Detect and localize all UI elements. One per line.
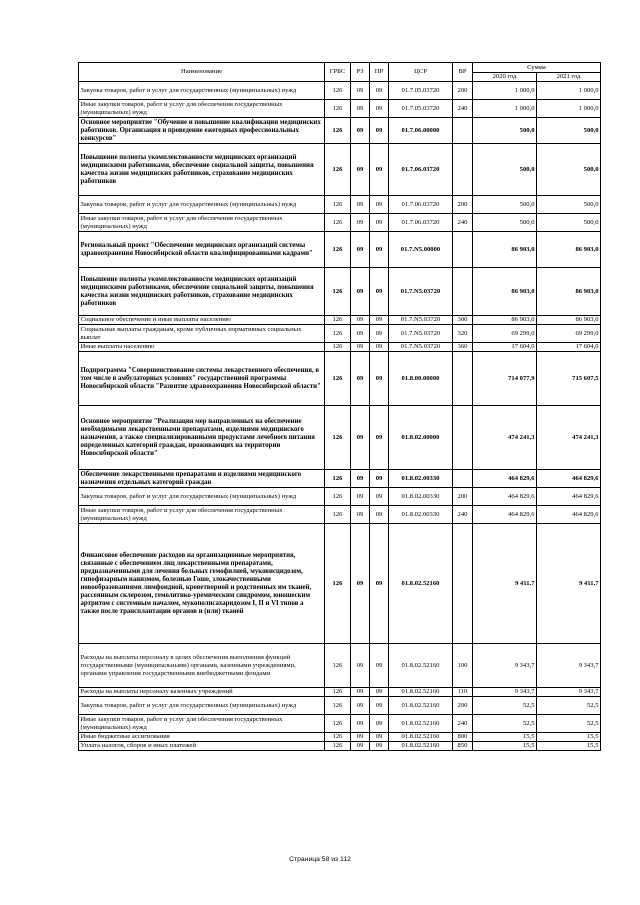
table-row (79, 697, 601, 715)
row-name: Повышение полноты укомплектованности медицинских организаций медицинскими работниками, обеспечение социальной защиты, повышения качества жизни медицинских работников, страхование медицинских работников (79, 144, 325, 196)
row-grbs: 126 (325, 715, 351, 733)
row-rz: 09 (351, 118, 370, 144)
table-row (79, 470, 601, 488)
header-sum: Сумма (473, 63, 601, 73)
table-row (79, 688, 601, 697)
table-row (79, 118, 601, 144)
row-pr: 09 (370, 100, 389, 118)
row-vr: 360 (453, 343, 473, 352)
row-vr: 320 (453, 325, 473, 343)
row-sum-2020: 69 299,0 (473, 325, 537, 343)
row-rz: 09 (351, 316, 370, 325)
row-name: Закупка товаров, работ и услуг для государственных (муниципальных) нужд (79, 697, 325, 715)
row-grbs: 126 (325, 232, 351, 268)
row-sum-2020: 464 829,6 (473, 488, 537, 506)
row-sum-2020: 17 604,0 (473, 343, 537, 352)
row-csr: 01.7.N5.03720 (389, 343, 453, 352)
row-pr: 09 (370, 196, 389, 214)
row-vr: 200 (453, 196, 473, 214)
row-pr: 09 (370, 325, 389, 343)
row-sum-2020: 9 411,7 (473, 524, 537, 644)
row-rz: 09 (351, 82, 370, 100)
row-sum-2020: 500,0 (473, 196, 537, 214)
row-sum-2021: 69 299,0 (537, 325, 601, 343)
row-grbs: 126 (325, 697, 351, 715)
row-rz: 09 (351, 144, 370, 196)
table-row (79, 352, 601, 406)
row-grbs: 126 (325, 644, 351, 688)
row-csr: 01.8.02.52160 (389, 697, 453, 715)
row-rz: 09 (351, 352, 370, 406)
row-csr: 01.8.02.52160 (389, 715, 453, 733)
row-sum-2021: 86 903,0 (537, 232, 601, 268)
row-grbs: 126 (325, 214, 351, 232)
row-pr: 09 (370, 688, 389, 697)
row-vr (453, 118, 473, 144)
row-sum-2020: 1 000,0 (473, 82, 537, 100)
row-csr: 01.7.06.03720 (389, 196, 453, 214)
row-vr: 240 (453, 506, 473, 524)
row-csr: 01.7.05.03720 (389, 82, 453, 100)
row-sum-2021: 15,5 (537, 733, 601, 742)
budget-table (78, 62, 601, 751)
row-pr: 09 (370, 733, 389, 742)
row-name: Иные выплаты населению (79, 343, 325, 352)
row-rz: 09 (351, 715, 370, 733)
table-row (79, 325, 601, 343)
table-body (79, 82, 601, 751)
row-name: Закупка товаров, работ и услуг для государственных (муниципальных) нужд (79, 196, 325, 214)
table-row (79, 268, 601, 316)
row-sum-2020: 9 343,7 (473, 688, 537, 697)
row-sum-2021: 52,5 (537, 715, 601, 733)
row-sum-2021: 86 903,0 (537, 316, 601, 325)
row-sum-2021: 52,5 (537, 697, 601, 715)
row-rz: 09 (351, 268, 370, 316)
row-pr: 09 (370, 488, 389, 506)
row-rz: 09 (351, 742, 370, 751)
row-grbs: 126 (325, 352, 351, 406)
header-grbs: ГРБС (325, 63, 351, 82)
row-sum-2020: 1 000,0 (473, 100, 537, 118)
row-name: Иные закупки товаров, работ и услуг для обеспечения государственных (муниципальных) нужд (79, 506, 325, 524)
row-pr: 09 (370, 232, 389, 268)
row-rz: 09 (351, 196, 370, 214)
row-name: Социальные выплаты гражданам, кроме публичных нормативных социальных выплат (79, 325, 325, 343)
table-row (79, 196, 601, 214)
row-grbs: 126 (325, 742, 351, 751)
row-name: Закупка товаров, работ и услуг для государственных (муниципальных) нужд (79, 82, 325, 100)
row-grbs: 126 (325, 325, 351, 343)
row-rz: 09 (351, 688, 370, 697)
row-grbs: 126 (325, 506, 351, 524)
row-sum-2020: 52,5 (473, 715, 537, 733)
row-grbs: 126 (325, 688, 351, 697)
table-row (79, 82, 601, 100)
row-sum-2021: 500,0 (537, 196, 601, 214)
row-grbs: 126 (325, 343, 351, 352)
row-pr: 09 (370, 524, 389, 644)
row-pr: 09 (370, 316, 389, 325)
row-rz: 09 (351, 100, 370, 118)
row-sum-2020: 9 343,7 (473, 644, 537, 688)
row-name: Расходы на выплаты персоналу в целях обеспечения выполнения функций государственными (муниципальными) органами, казенными учреждениями, органами управления государственными внебюджетными фондами (79, 644, 325, 688)
header-csr: ЦСР (389, 63, 453, 82)
row-csr: 01.8.00.00000 (389, 352, 453, 406)
row-grbs: 126 (325, 316, 351, 325)
row-sum-2021: 9 343,7 (537, 688, 601, 697)
row-sum-2020: 86 903,0 (473, 316, 537, 325)
row-name: Иные закупки товаров, работ и услуг для обеспечения государственных (муниципальных) нужд (79, 100, 325, 118)
table-row (79, 316, 601, 325)
row-vr: 200 (453, 697, 473, 715)
row-name: Основное мероприятие "Обучение и повышение квалификации медицинских работников. Организация и проведение ежегодных профессиональных конкурсов" (79, 118, 325, 144)
row-name: Иные бюджетные ассигнования (79, 733, 325, 742)
row-name: Иные закупки товаров, работ и услуг для обеспечения государственных (муниципальных) нужд (79, 715, 325, 733)
row-vr: 240 (453, 100, 473, 118)
table-row (79, 524, 601, 644)
row-rz: 09 (351, 506, 370, 524)
row-sum-2021: 1 000,0 (537, 100, 601, 118)
row-csr: 01.8.02.00330 (389, 488, 453, 506)
row-csr: 01.8.02.52160 (389, 644, 453, 688)
row-sum-2020: 714 077,9 (473, 352, 537, 406)
row-rz: 09 (351, 232, 370, 268)
table-row (79, 100, 601, 118)
row-grbs: 126 (325, 100, 351, 118)
row-sum-2020: 464 829,6 (473, 506, 537, 524)
row-csr: 01.7.N5.00000 (389, 232, 453, 268)
row-name: Обеспечение лекарственными препаратами и изделиями медицинского назначения отдельных категорий граждан (79, 470, 325, 488)
row-rz: 09 (351, 343, 370, 352)
row-grbs: 126 (325, 733, 351, 742)
row-sum-2020: 500,0 (473, 144, 537, 196)
row-vr: 240 (453, 715, 473, 733)
header-vr: ВР (453, 63, 473, 82)
row-name: Иные закупки товаров, работ и услуг для обеспечения государственных (муниципальных) нужд (79, 214, 325, 232)
row-sum-2020: 464 829,6 (473, 470, 537, 488)
row-rz: 09 (351, 470, 370, 488)
row-sum-2021: 1 000,0 (537, 82, 601, 100)
row-sum-2021: 86 903,0 (537, 268, 601, 316)
row-pr: 09 (370, 352, 389, 406)
row-csr: 01.8.02.00000 (389, 406, 453, 470)
row-sum-2021: 464 829,6 (537, 470, 601, 488)
row-csr: 01.8.02.52160 (389, 688, 453, 697)
row-vr (453, 406, 473, 470)
row-name: Повышение полноты укомплектованности медицинских организаций медицинскими работниками, обеспечение социальной защиты, повышения качества жизни медицинских работников, страхование медицинских работников (79, 268, 325, 316)
row-csr: 01.8.02.52160 (389, 524, 453, 644)
row-vr: 240 (453, 214, 473, 232)
row-grbs: 126 (325, 488, 351, 506)
row-pr: 09 (370, 406, 389, 470)
row-sum-2021: 9 343,7 (537, 644, 601, 688)
row-sum-2020: 52,5 (473, 697, 537, 715)
row-sum-2020: 15,5 (473, 742, 537, 751)
table-row (79, 506, 601, 524)
row-csr: 01.8.02.00330 (389, 470, 453, 488)
row-pr: 09 (370, 144, 389, 196)
header-year-2021: 2021 год (537, 73, 601, 82)
table-row (79, 214, 601, 232)
table-row (79, 742, 601, 751)
row-rz: 09 (351, 697, 370, 715)
row-pr: 09 (370, 82, 389, 100)
row-vr: 200 (453, 488, 473, 506)
row-grbs: 126 (325, 144, 351, 196)
row-name: Расходы на выплаты персоналу казенных учреждений (79, 688, 325, 697)
table-row (79, 488, 601, 506)
row-grbs: 126 (325, 470, 351, 488)
row-sum-2020: 86 903,0 (473, 232, 537, 268)
row-rz: 09 (351, 406, 370, 470)
row-grbs: 126 (325, 196, 351, 214)
row-name: Основное мероприятие "Реализация мер направленных на обеспечение необходимыми лекарственными препаратами, изделиями медицинского назначения, а также специализированными продуктами лечебного питания определенных категорий граждан, проживающих на территории Новосибирской области" (79, 406, 325, 470)
row-grbs: 126 (325, 82, 351, 100)
row-vr (453, 470, 473, 488)
table-row (79, 232, 601, 268)
row-sum-2021: 500,0 (537, 118, 601, 144)
row-sum-2021: 715 607,5 (537, 352, 601, 406)
row-pr: 09 (370, 470, 389, 488)
header-year-2020: 2020 год (473, 73, 537, 82)
row-rz: 09 (351, 524, 370, 644)
row-pr: 09 (370, 268, 389, 316)
table-row (79, 733, 601, 742)
row-csr: 01.8.02.52160 (389, 733, 453, 742)
row-pr: 09 (370, 742, 389, 751)
row-sum-2020: 474 241,3 (473, 406, 537, 470)
row-csr: 01.7.06.03720 (389, 144, 453, 196)
row-sum-2021: 474 241,3 (537, 406, 601, 470)
row-rz: 09 (351, 733, 370, 742)
row-name: Подпрограмма "Совершенствование системы лекарственного обеспечения, в том числе в амбулаторных условиях" государственной программы Новосибирской области "Развитие здравоохранения Новосибирской области" (79, 352, 325, 406)
row-sum-2021: 500,0 (537, 214, 601, 232)
row-rz: 09 (351, 644, 370, 688)
row-sum-2020: 500,0 (473, 214, 537, 232)
row-sum-2021: 464 829,6 (537, 488, 601, 506)
row-name: Региональный проект "Обеспечение медицинских организаций системы здравоохранения Новосибирской области квалифицированными кадрами" (79, 232, 325, 268)
table-row (79, 715, 601, 733)
row-csr: 01.7.N5.03720 (389, 268, 453, 316)
row-sum-2021: 464 829,6 (537, 506, 601, 524)
row-vr: 110 (453, 688, 473, 697)
row-sum-2021: 17 604,0 (537, 343, 601, 352)
row-name: Социальное обеспечение и иные выплаты населению (79, 316, 325, 325)
row-csr: 01.8.02.52160 (389, 742, 453, 751)
row-rz: 09 (351, 214, 370, 232)
table-row (79, 343, 601, 352)
row-sum-2020: 86 903,0 (473, 268, 537, 316)
row-pr: 09 (370, 715, 389, 733)
table-row (79, 406, 601, 470)
row-grbs: 126 (325, 524, 351, 644)
row-vr: 800 (453, 733, 473, 742)
row-grbs: 126 (325, 268, 351, 316)
row-csr: 01.7.N5.03720 (389, 316, 453, 325)
header-rz: РЗ (351, 63, 370, 82)
row-pr: 09 (370, 343, 389, 352)
row-pr: 09 (370, 214, 389, 232)
header-pr: ПР (370, 63, 389, 82)
row-rz: 09 (351, 488, 370, 506)
row-pr: 09 (370, 697, 389, 715)
row-csr: 01.7.06.00000 (389, 118, 453, 144)
table-row (79, 644, 601, 688)
page-number: Страница 58 из 112 (289, 856, 351, 863)
row-vr: 850 (453, 742, 473, 751)
row-csr: 01.7.06.03720 (389, 214, 453, 232)
row-csr: 01.8.02.00330 (389, 506, 453, 524)
row-grbs: 126 (325, 118, 351, 144)
row-name: Закупка товаров, работ и услуг для государственных (муниципальных) нужд (79, 488, 325, 506)
row-pr: 09 (370, 506, 389, 524)
row-vr: 200 (453, 82, 473, 100)
row-name: Уплата налогов, сборов и иных платежей (79, 742, 325, 751)
row-vr (453, 144, 473, 196)
row-sum-2020: 500,0 (473, 118, 537, 144)
row-vr (453, 352, 473, 406)
row-vr (453, 268, 473, 316)
row-vr (453, 232, 473, 268)
row-pr: 09 (370, 644, 389, 688)
row-grbs: 126 (325, 406, 351, 470)
row-pr: 09 (370, 118, 389, 144)
row-sum-2021: 500,0 (537, 144, 601, 196)
table-row (79, 144, 601, 196)
row-sum-2021: 9 411,7 (537, 524, 601, 644)
row-rz: 09 (351, 325, 370, 343)
row-csr: 01.7.N5.03720 (389, 325, 453, 343)
row-vr (453, 524, 473, 644)
row-name: Финансовое обеспечение расходов на организационные мероприятия, связанные с обеспечением лиц лекарственными препаратами, предназначенными для лечения больных гемофилией, муковисцидозом, гипофизарным нанизмом, болезнью Гоше, злокачественными новообразованиями лимфоидной, кроветворной и родственных им тканей, рассеянным склерозом, гемолитико-уремическим синдромом, юношеским артритом с системным началом, мукополисахаридозом I, II и VI типов а также после трансплантации органов и (или) тканей (79, 524, 325, 644)
row-csr: 01.7.05.03720 (389, 100, 453, 118)
row-sum-2021: 15,5 (537, 742, 601, 751)
row-sum-2020: 15,5 (473, 733, 537, 742)
header-name: Наименование (79, 63, 325, 82)
row-vr: 300 (453, 316, 473, 325)
row-vr: 100 (453, 644, 473, 688)
